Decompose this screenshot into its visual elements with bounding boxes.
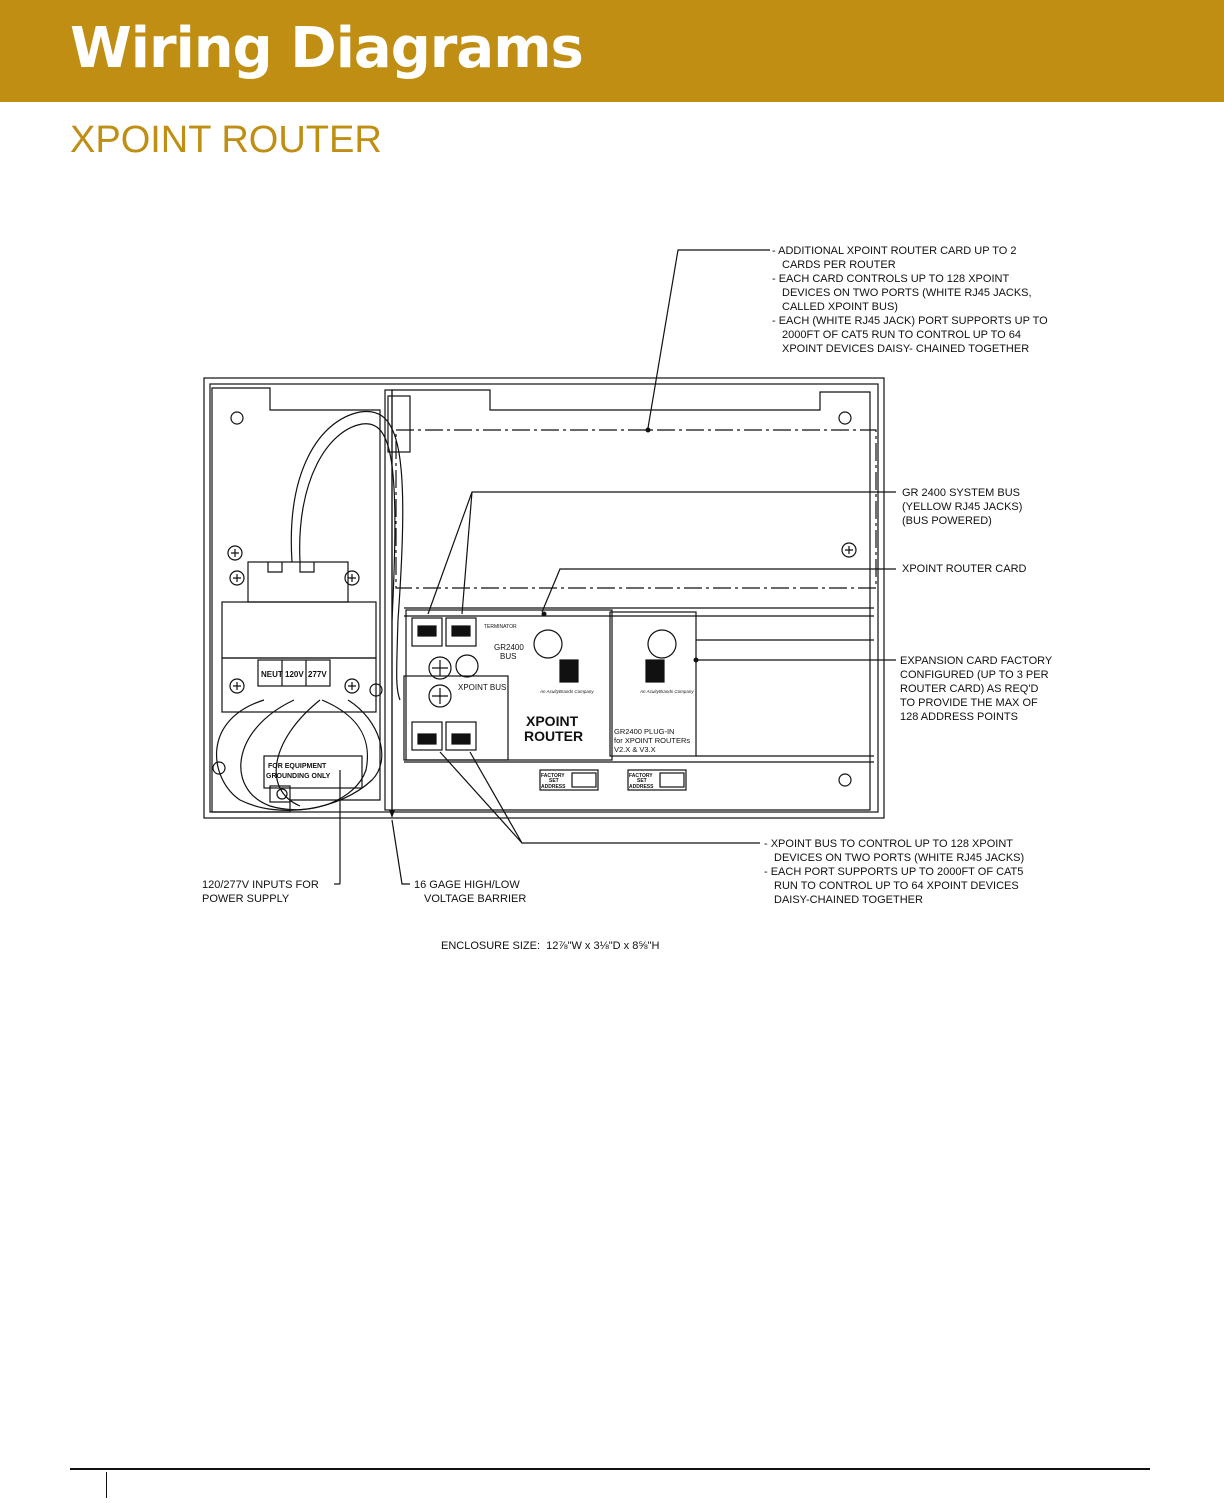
wire-loop	[217, 700, 382, 810]
factory-label: ADDRESS	[629, 784, 654, 790]
callout-barrier: 16 GAGE HIGH/LOW VOLTAGE BARRIER	[414, 879, 527, 905]
callout-router-card: XPOINT ROUTER CARD	[902, 563, 1027, 575]
ground-label: GROUNDING ONLY	[266, 773, 331, 780]
ground-block	[264, 756, 362, 788]
xpoint-label: XPOINT	[526, 713, 579, 729]
plugin-label: for XPOINT ROUTERs	[614, 736, 691, 745]
plugin-label: V2.X & V3.X	[614, 745, 656, 754]
mount-hole	[839, 412, 851, 424]
factory-label: SET	[549, 778, 559, 784]
router-label: ROUTER	[524, 728, 584, 744]
gr2400-label: GR2400	[494, 643, 524, 652]
factory-label: ADDRESS	[541, 784, 566, 790]
v277-label: 277V	[308, 670, 327, 679]
leader-line	[392, 820, 410, 884]
callout-xpoint-bus: - XPOINT BUS TO CONTROL UP TO 128 XPOINT DEVICES ON TWO PORTS (WHITE RJ45 JACKS) - EACH PORT SUPPORTS UP TO 2000FT OF CAT5 RUN TO CONTROL UP TO 64 XPOINT DEVICES DAISY-CHAINED TOGETHER	[764, 838, 1025, 906]
enclosure-outer	[204, 378, 884, 818]
wire-loop	[300, 424, 395, 620]
voltage-barrier	[385, 390, 392, 810]
footer-rule	[70, 1468, 1150, 1470]
mount-hole	[231, 412, 243, 424]
wire-loop	[241, 700, 368, 810]
enclosure-width: 12⅞"W	[546, 940, 582, 952]
factory-label: FACTORY	[541, 773, 565, 779]
enclosure-height: 8⅝"H	[632, 940, 660, 952]
callout-system-bus: GR 2400 SYSTEM BUS (YELLOW RJ45 JACKS) (BUS POWERED)	[902, 487, 1023, 527]
ground-label: FOR EQUIPMENT	[268, 763, 327, 770]
neut-label: NEUT	[261, 670, 283, 679]
wire-loop	[276, 700, 320, 806]
bus-label: BUS	[500, 652, 517, 661]
section-title: XPOINT ROUTER	[70, 119, 382, 161]
barrier-clip	[388, 396, 410, 452]
enclosure-inner	[210, 384, 878, 812]
wire-loop	[291, 411, 402, 700]
transformer-body	[222, 602, 376, 658]
callout-additional-card: - ADDITIONAL XPOINT ROUTER CARD UP TO 2 CARDS PER ROUTER - EACH CARD CONTROLS UP TO 128 XPOINT DEVICES ON TWO PORTS (WHITE RJ45 JACKS, CALLED XPOINT BUS) - EACH (WHITE RJ45 JACK) PORT SUPPORTS UP TO 2000FT OF CAT5 RUN TO CONTROL UP TO 64 XPOINT DEVICES DAISY- CHAINED TOGETHER	[772, 245, 1048, 355]
enclosure-size-label: ENCLOSURE SIZE:	[441, 940, 541, 952]
footer-tick	[106, 1472, 107, 1498]
factory-label: FACTORY	[629, 773, 653, 779]
page-title: Wiring Diagrams	[70, 16, 583, 81]
callout-expansion-card: EXPANSION CARD FACTORY CONFIGURED (UP TO 3 PER ROUTER CARD) AS REQ'D TO PROVIDE THE MAX OF 128 ADDRESS POINTS	[900, 655, 1053, 723]
mount-hole	[839, 774, 851, 786]
left-panel	[212, 388, 380, 812]
leader-line	[428, 492, 896, 614]
leader-line	[648, 250, 770, 428]
plugin-label: GR2400 PLUG-IN	[614, 727, 675, 736]
company-label: An AcuityBrands Company	[540, 689, 594, 694]
enclosure-size: ENCLOSURE SIZE: 12⅞"W x 3⅛"D x 8⅝"H	[441, 940, 660, 952]
additional-card-outline	[396, 430, 876, 588]
leader-line	[542, 569, 896, 612]
transformer-top	[248, 562, 348, 602]
company-label: An AcuityBrands Company	[640, 689, 694, 694]
callout-power-inputs: 120/277V INPUTS FOR POWER SUPPLY	[202, 879, 319, 905]
enclosure-depth: 3⅛"D	[593, 940, 621, 952]
xpoint-bus-label: XPOINT BUS	[458, 683, 507, 692]
factory-label: SET	[637, 778, 647, 784]
terminator-label: TERMINATOR	[484, 624, 517, 630]
leader-line	[440, 752, 760, 843]
v120-label: 120V	[285, 670, 304, 679]
